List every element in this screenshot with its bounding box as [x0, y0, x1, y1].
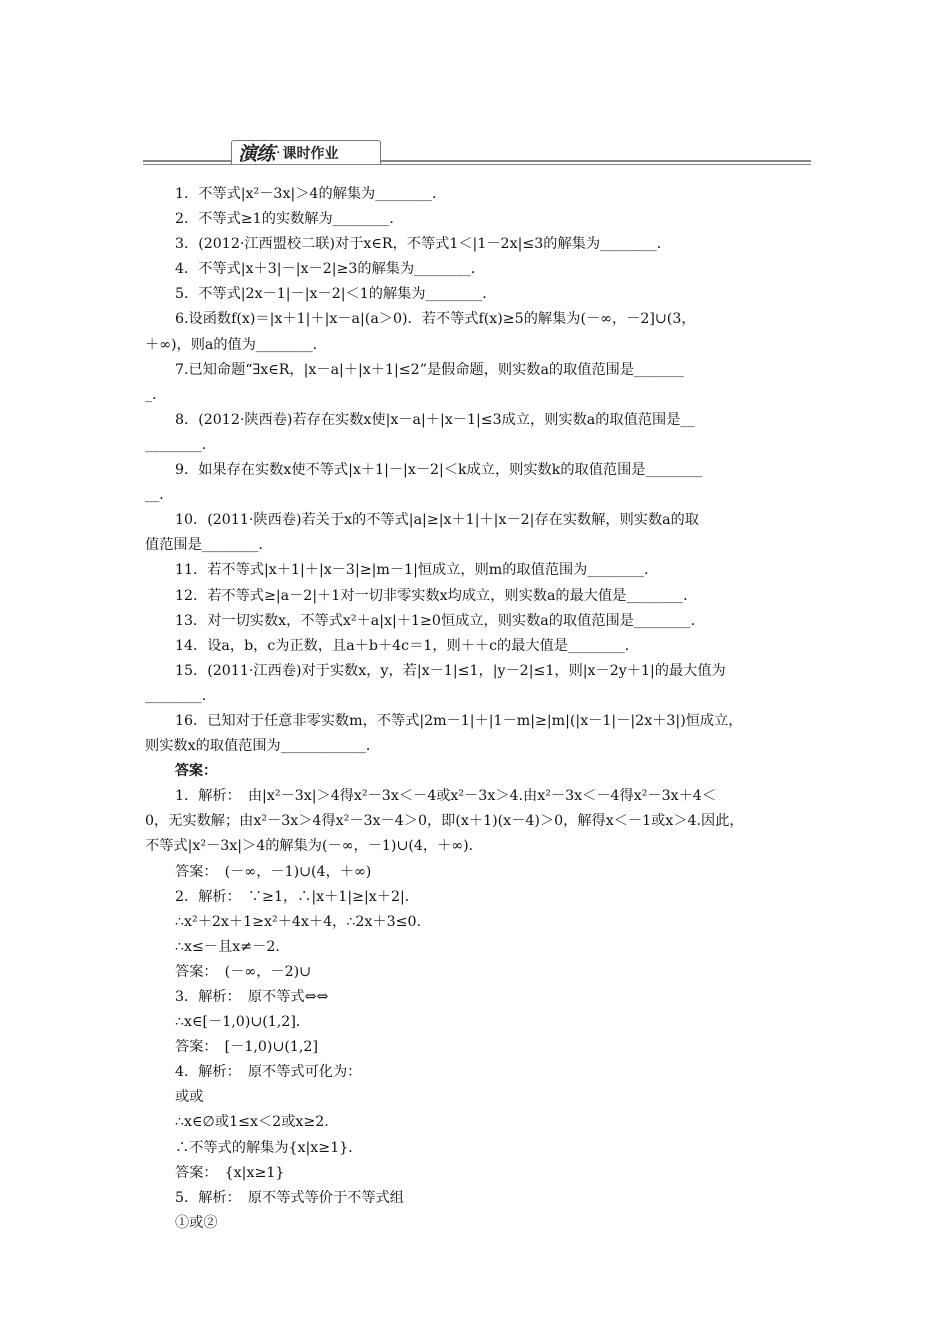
answer-line: 答案： (－∞，－1)∪(4，＋∞): [175, 863, 372, 880]
answer-line: 答案： (－∞，－2)∪: [175, 963, 312, 980]
answers-heading: 答案：: [175, 763, 217, 780]
question-item: 5．不等式|2x－1|－|x－2|＜1的解集为________．: [175, 286, 497, 303]
answer-line: ①或②: [175, 1214, 218, 1231]
question-item: 6.设函数f(x)＝|x＋1|＋|x－a|(a＞0)．若不等式f(x)≥5的解集为(－∞，－2]∪(3，: [175, 311, 696, 328]
question-item-continuation: ________．: [145, 687, 216, 704]
answer-line: 0，无实数解；由x²－3x＞4得x²－3x－4＞0，即(x＋1)(x－4)＞0，解得x＜－1或x＞4.因此，: [145, 813, 744, 830]
answer-line: 答案： [－1,0)∪(1,2]: [175, 1039, 318, 1056]
answer-line: 5．解析： 原不等式等价于不等式组: [175, 1189, 404, 1206]
question-item-continuation: 则实数x的取值范围为____________．: [145, 738, 381, 755]
banner-script-label: 演练: [238, 143, 275, 165]
answer-line: 1．解析： 由|x²－3x|＞4得x²－3x＜－4或x²－3x＞4.由x²－3x＜－4得x²－3x＋4＜: [175, 788, 717, 805]
answer-line: ∴x²＋2x＋1≥x²＋4x＋4，∴2x＋3≤0.: [175, 913, 422, 930]
answer-line: ∴x∈∅或1≤x＜2或x≥2.: [175, 1114, 329, 1131]
worksheet-body: [145, 182, 813, 1236]
answer-line: ∴x≤－且x≠－2.: [175, 938, 280, 955]
question-item-continuation: __．: [145, 487, 174, 504]
question-item: 9．如果存在实数x使不等式|x＋1|－|x－2|＜k成立，则实数k的取值范围是________: [175, 462, 703, 479]
question-item: 7.已知命题“∃x∈R，|x－a|＋|x＋1|≤2”是假命题，则实数a的取值范围是_______: [175, 361, 684, 378]
answer-line: ∴不等式的解集为{x|x≥1}．: [175, 1139, 363, 1156]
answer-line: 不等式|x²－3x|＞4的解集为(－∞，－1)∪(4，＋∞)．: [145, 838, 483, 855]
question-item: 15．(2011·江西卷)对于实数x，y，若|x－1|≤1，|y－2|≤1，则|x－2y＋1|的最大值为: [175, 662, 726, 679]
section-banner: [143, 138, 811, 168]
question-item: 2．不等式≥1的实数解为________．: [175, 211, 404, 228]
question-list: [145, 182, 813, 759]
question-item: 1．不等式|x²－3x|＞4的解集为________．: [175, 186, 447, 202]
question-item: 3．(2012·江西盟校二联)对于x∈R，不等式1＜|1－2x|≤3的解集为________．: [175, 236, 671, 253]
answer-line: ∴x∈[－1,0)∪(1,2]．: [175, 1014, 311, 1031]
banner-tab: [231, 140, 381, 164]
answer-line: 2．解析： ∵≥1，∴|x＋1|≥|x＋2|．: [175, 888, 419, 905]
banner-separator: ·: [276, 144, 281, 161]
question-item-continuation: 值范围是________．: [145, 537, 273, 554]
question-item: 12．若不等式≥|a－2|＋1对一切非零实数x均成立，则实数a的最大值是________．: [175, 587, 698, 604]
banner-title: 课时作业: [282, 145, 339, 162]
question-item: 11．若不等式|x＋1|＋|x－3|≥|m－1|恒成立，则m的取值范围为________．: [175, 562, 659, 579]
question-item: 16．已知对于任意非零实数m，不等式|2m－1|＋|1－m|≥|m|(|x－1|－|2x＋3|)恒成立，: [175, 712, 743, 729]
answer-list: [145, 784, 813, 1236]
question-item: 10．(2011·陕西卷)若关于x的不等式|a|≥|x＋1|＋|x－2|存在实数解，则实数a的取: [175, 512, 699, 529]
answer-line: 或或: [175, 1089, 204, 1106]
answer-line: 4．解析： 原不等式可化为：: [175, 1064, 362, 1081]
question-item-continuation: _．: [145, 386, 167, 403]
question-item-continuation: ________．: [145, 436, 216, 453]
question-item: 4．不等式|x＋3|－|x－2|≥3的解集为________．: [175, 261, 486, 278]
answer-line: 答案： {x|x≥1}: [175, 1164, 285, 1181]
question-item: 8．(2012·陕西卷)若存在实数x使|x－a|＋|x－1|≤3成立，则实数a的取值范围是__: [175, 411, 695, 428]
question-item: 13．对一切实数x，不等式x²＋a|x|＋1≥0恒成立，则实数a的取值范围是________．: [175, 612, 705, 629]
answer-line: 3．解析： 原不等式⇔⇔: [175, 989, 329, 1005]
question-item-continuation: ＋∞)，则a的值为________．: [145, 336, 327, 353]
question-item: 14．设a，b，c为正数，且a＋b＋4c＝1，则＋＋c的最大值是________．: [175, 637, 639, 654]
